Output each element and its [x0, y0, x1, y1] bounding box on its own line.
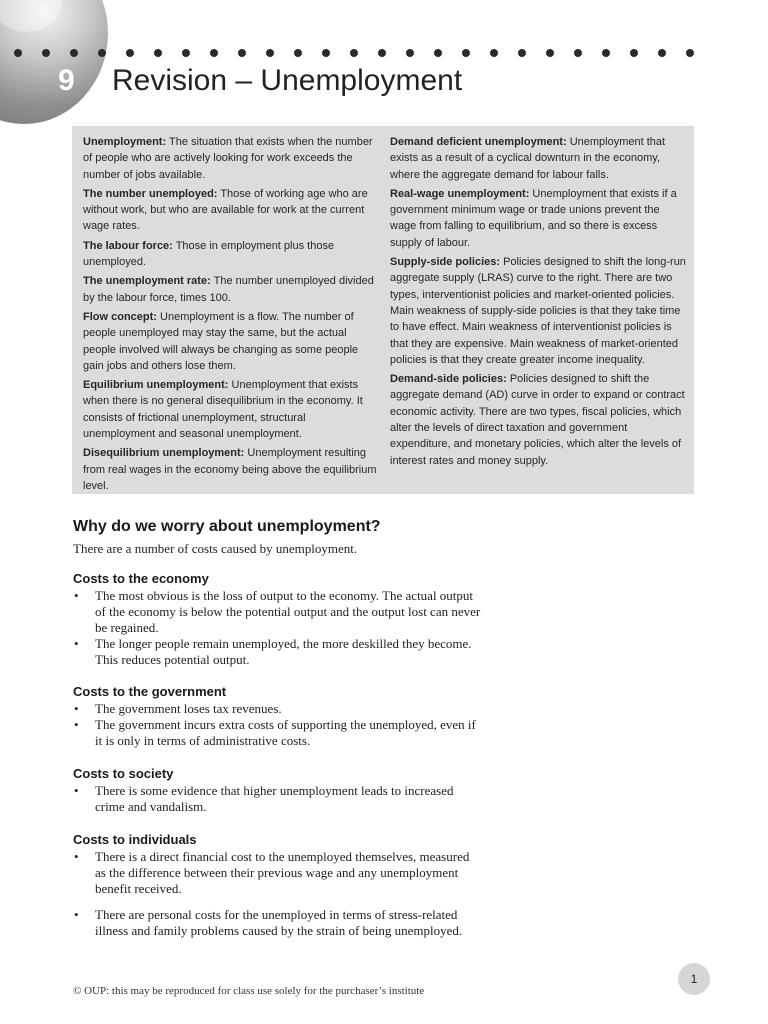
glossary-definition: Policies designed to shift the long-run aggregate supply (LRAS) curve to the right. There are two types, interventionist policies and market-oriented policies. Main weakness of supply-side policies is that they take time to have effect. Main weakness of interventionist policies is that they are expensive. Main weakness of market-oriented policies is that they create greater income inequality. [390, 256, 686, 366]
glossary-term: The labour force: [83, 239, 173, 252]
bullet-list [73, 588, 483, 668]
glossary-definition: The number unemployed divided by the labour force, times 100. [83, 275, 374, 304]
list-item-text: The most obvious is the loss of output to the economy. The actual output of the economy is below the potential output and the output lost can never be regained. [95, 588, 481, 635]
glossary-box [72, 126, 694, 494]
glossary-entry [83, 273, 379, 306]
glossary-definition: Unemployment that exists when there is no general disequilibrium in the economy. It consists of frictional unemployment, structural unemployment and seasonal unemployment. [83, 379, 363, 441]
intro-text: There are a number of costs caused by unemployment. [73, 541, 358, 556]
bullet-icon: • [74, 783, 79, 798]
glossary-entry [390, 186, 686, 251]
glossary-definition: Unemployment is a flow. The number of people unemployed may stay the same, but the actual people involved will always be changing as some people gain jobs and others lose them. [83, 310, 359, 372]
glossary-entry [390, 254, 686, 368]
costs-to-society-section [73, 766, 483, 815]
glossary-definition: The situation that exists when the number of people who are actively looking for work exceeds the number of jobs available. [83, 136, 373, 181]
list-item-text: There is some evidence that higher unemployment leads to increased crime and vandalism. [95, 783, 454, 814]
list-item-text: The government loses tax revenues. [95, 701, 282, 716]
glossary-definition: Unemployment that exists if a government minimum wage or trade unions prevent the wage from falling to equilibrium, and so there is excess supply of labour. [390, 187, 677, 249]
glossary-term: The unemployment rate: [83, 275, 211, 288]
glossary-definition: Policies designed to shift the aggregate demand (AD) curve in order to expand or contract economic activity. There are two types, fiscal policies, which alter the levels of direct taxation and government expenditure, and monetary policies, which alter the levels of interest rates and money supply. [390, 373, 685, 467]
list-item [73, 717, 483, 749]
bullet-icon: • [74, 701, 79, 716]
costs-to-government-section [73, 684, 483, 749]
list-item-text: The government incurs extra costs of supporting the unemployed, even if it is only in terms of administrative costs. [95, 717, 476, 748]
list-item [73, 701, 483, 717]
glossary-term: Unemployment: [83, 136, 167, 148]
glossary-definition: Those in employment plus those unemployed. [83, 239, 335, 269]
glossary-term: Equilibrium unemployment: [83, 379, 229, 392]
glossary-term: Supply-side policies: [390, 256, 501, 269]
subheading: Costs to the government [73, 684, 227, 699]
chapter-number: 9 [58, 64, 75, 97]
glossary-term: Demand deficient unemployment: [390, 136, 567, 148]
bullet-list [73, 783, 483, 815]
bullet-list [73, 849, 483, 939]
glossary-entry [83, 309, 379, 374]
glossary-definition: Those of working age who are without work, but who are available for work at the current wage rates. [83, 187, 368, 233]
costs-to-individuals-section [73, 832, 483, 939]
bullet-list [73, 701, 483, 749]
page-number: 1 [678, 963, 710, 995]
costs-to-economy-section [73, 571, 483, 668]
chapter-badge-disc [0, 0, 108, 124]
bullet-icon: • [74, 588, 79, 603]
glossary-entry [390, 134, 686, 183]
glossary-left-column [83, 134, 379, 497]
bullet-icon: • [74, 717, 79, 732]
list-item [73, 907, 483, 939]
section-heading: Why do we worry about unemployment? [73, 518, 381, 535]
glossary-entry [390, 371, 686, 469]
list-item [73, 588, 483, 636]
glossary-right-column [390, 134, 686, 472]
list-item [73, 636, 483, 668]
glossary-entry [83, 238, 379, 271]
glossary-term: The number unemployed: [83, 187, 218, 200]
list-item-text: The longer people remain unemployed, the more deskilled they become. This reduces potential output. [95, 636, 472, 667]
subheading: Costs to society [73, 766, 174, 781]
subheading: Costs to the economy [73, 571, 209, 586]
glossary-term: Flow concept: [83, 310, 157, 323]
bullet-icon: • [74, 636, 79, 651]
subheading: Costs to individuals [73, 832, 197, 847]
list-item [73, 849, 483, 897]
glossary-entry [83, 377, 379, 442]
list-item-text: There are personal costs for the unemployed in terms of stress-related illness and family problems caused by the strain of being unemployed. [95, 907, 463, 938]
list-item [73, 783, 483, 815]
dotted-rule [14, 47, 694, 59]
glossary-term: Real-wage unemployment: [390, 187, 530, 200]
glossary-entry [83, 134, 379, 183]
page-title: Revision – Unemployment [112, 64, 463, 97]
glossary-entry [83, 445, 379, 494]
glossary-term: Disequilibrium unemployment: [83, 447, 245, 460]
list-item-text: There is a direct financial cost to the unemployed themselves, measured as the difference between their previous wage and any unemployment benefit received. [95, 849, 470, 896]
glossary-entry [83, 186, 379, 235]
bullet-icon: • [74, 907, 79, 922]
glossary-definition: Unemployment resulting from real wages in the economy being above the equilibrium level. [83, 447, 377, 492]
copyright-footer: © OUP: this may be reproduced for class use solely for the purchaser’s institute [73, 985, 425, 997]
bullet-icon: • [74, 849, 79, 864]
glossary-definition: Unemployment that exists as a result of a cyclical downturn in the economy, where the aggregate demand for labour falls. [390, 136, 666, 181]
glossary-term: Demand-side policies: [390, 373, 507, 386]
